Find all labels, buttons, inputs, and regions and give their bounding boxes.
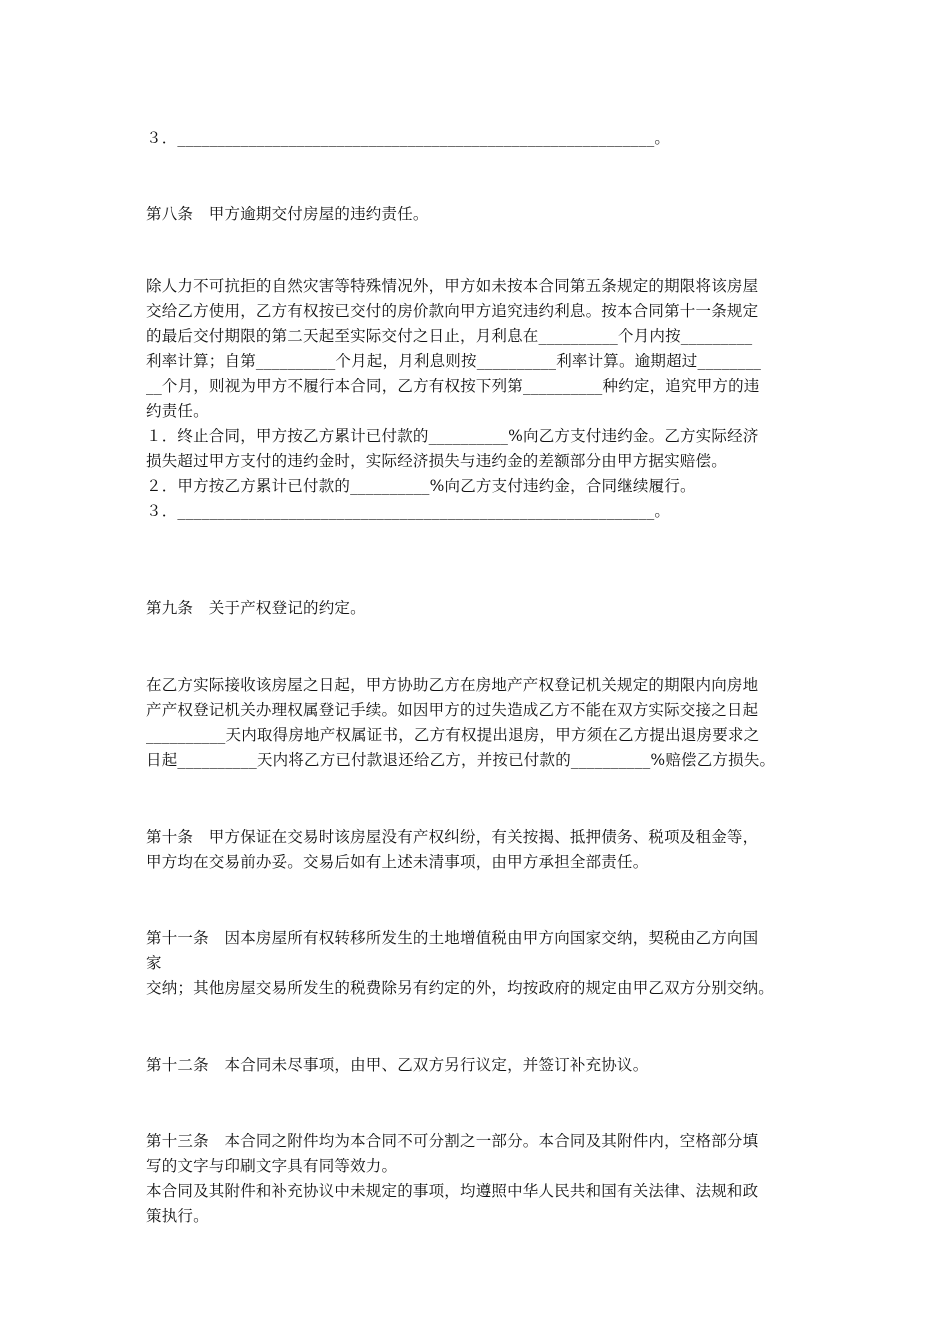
article-9-paragraph-line: __________天内取得房地产权属证书，乙方有权提出退房，甲方须在乙方提出退房要求之 [146,726,760,744]
article-13-line: 策执行。 [146,1207,209,1225]
article-8-paragraph-line: __个月，则视为甲方不履行本合同，乙方有权按下列第__________种约定，追究甲方的违 [146,377,760,395]
article-8-option-1-line: 损失超过甲方支付的违约金时，实际经济损失与违约金的差额部分由甲方据实赔偿。 [146,452,727,470]
article-8-option-1-line: １．终止合同，甲方按乙方累计已付款的__________%向乙方支付违约金。乙方实际经济 [146,427,759,445]
article-9-paragraph-line: 在乙方实际接收该房屋之日起，甲方协助乙方在房地产产权登记机关规定的期限内向房地 [146,676,759,694]
article-10-line: 甲方均在交易前办妥。交易后如有上述未清事项，由甲方承担全部责任。 [146,853,649,871]
article-11-line: 第十一条 因本房屋所有权转移所发生的土地增值税由甲方向国家交纳，契税由乙方向国 [146,929,759,947]
article-11-line: 家 [146,954,162,972]
article-13-line: 写的文字与印刷文字具有同等效力。 [146,1157,398,1175]
clause-item-3-top: ３．____________________________________________________________。 [146,129,671,147]
article-13-line: 第十三条 本合同之附件均为本合同不可分割之一部分。本合同及其附件内，空格部分填 [146,1132,759,1150]
article-12: 第十二条 本合同未尽事项，由甲、乙双方另行议定，并签订补充协议。 [146,1056,649,1074]
article-8-paragraph-line: 除人力不可抗拒的自然灾害等特殊情况外，甲方如未按本合同第五条规定的期限将该房屋 [146,277,759,295]
article-8-paragraph-line: 的最后交付期限的第二天起至实际交付之日止，月利息在__________个月内按_________ [146,327,753,345]
article-8-option-3-line: ３．____________________________________________________________。 [146,502,671,520]
article-11-line: 交纳；其他房屋交易所发生的税费除另有约定的外，均按政府的规定由甲乙双方分别交纳。 [146,979,775,997]
article-13-line: 本合同及其附件和补充协议中未规定的事项，均遵照中华人民共和国有关法律、法规和政 [146,1182,759,1200]
article-9-paragraph-line: 日起__________天内将乙方已付款退还给乙方，并按已付款的__________%赔偿乙方损失。 [146,751,776,769]
article-8-title: 第八条 甲方逾期交付房屋的违约责任。 [146,205,429,223]
article-8-option-2-line: ２．甲方按乙方累计已付款的__________%向乙方支付违约金，合同继续履行。 [146,477,696,495]
article-9-title: 第九条 关于产权登记的约定。 [146,599,366,617]
article-8-paragraph-line: 交给乙方使用，乙方有权按已交付的房价款向甲方追究违约利息。按本合同第十一条规定 [146,302,759,320]
article-9-paragraph-line: 产产权登记机关办理权属登记手续。如因甲方的过失造成乙方不能在双方实际交接之日起 [146,701,759,719]
article-8-paragraph-line: 利率计算；自第__________个月起，月利息则按__________利率计算。逾期超过________ [146,352,762,370]
article-10-line: 第十条 甲方保证在交易时该房屋没有产权纠纷，有关按揭、抵押债务、税项及租金等， [146,828,759,846]
article-8-paragraph-line: 约责任。 [146,402,209,420]
